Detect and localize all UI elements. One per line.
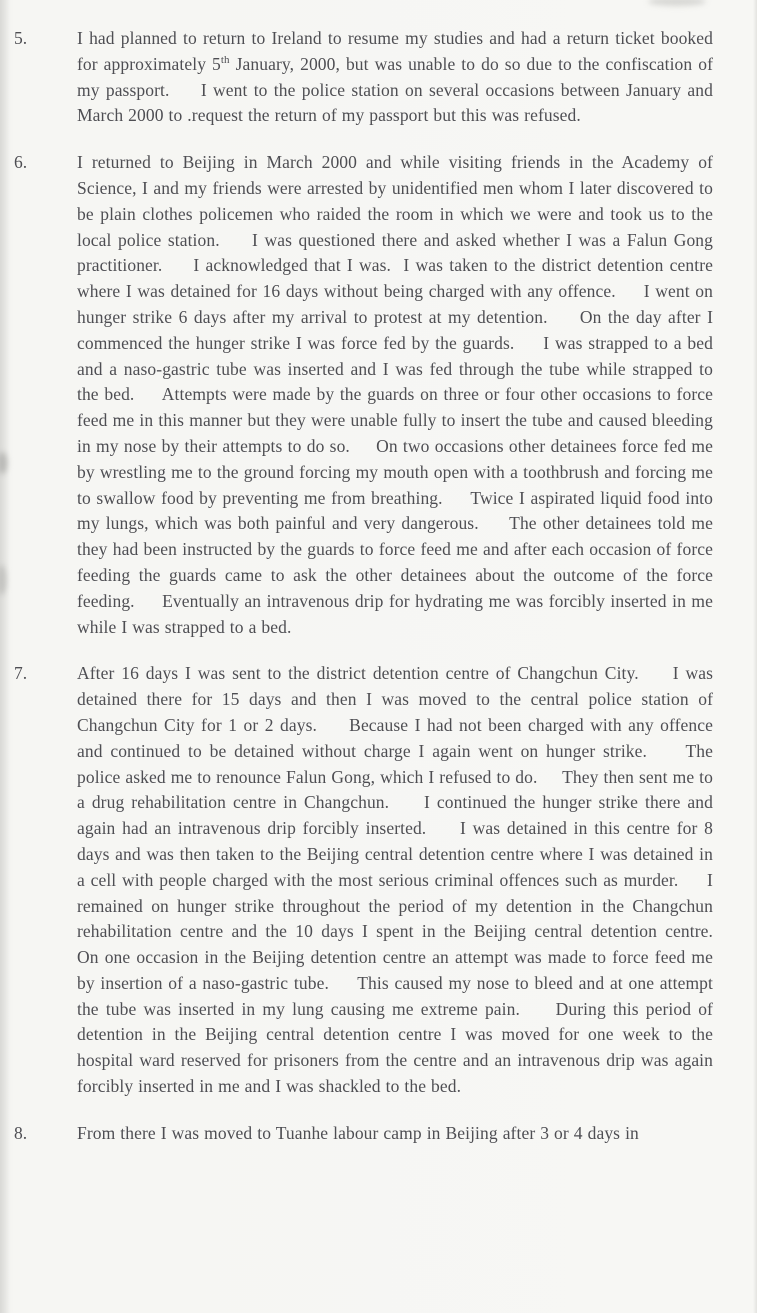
paragraph-6-text: I returned to Beijing in March 2000 and while visiting friends in the Academy of Science, I and my friends were arrested by unidentified men whom I later discovered to be plain clothes policemen who raided the room in which we were and took us to the local police station. I was questioned there and asked whether I was a Falun Gong practitioner. I acknowledged that I was. I was taken to the district detention centre where I was detained for 16 days without being charged with any offence. I went on hunger strike 6 days after my arrival to protest at my detention. On the day after I commenced the hunger strike I was force fed by the guards. I was strapped to a bed and a naso-gastric tube was inserted and I was fed through the tube while strapped to the bed. Attempts were made by the guards on three or four other occasions to force feed me in this manner but they were unable fully to insert the tube and caused bleeding in my nose by their attempts to do so. On two occasions other detainees force fed me by wrestling me to the ground forcing my mouth open with a toothbrush and forcing me to swallow food by preventing me from breathing. Twice I aspirated liquid food into my lungs, which was both painful and very dangerous. The other detainees told me they had been instructed by the guards to force feed me and after each occasion of force feeding the guards came to ask the other detainees about the outcome of the force feeding. Eventually an intravenous drip for hydrating me was forcibly inserted in me while I was strapped to a bed. — [77, 152, 718, 637]
paragraph-6 — [14, 150, 718, 640]
paragraph-7-text: After 16 days I was sent to the district detention centre of Changchun City. I was detained there for 15 days and then I was moved to the central police station of Changchun City for 1 or 2 days. Because I had not been charged with any offence and continued to be detained without charge I again went on hunger strike. The police asked me to renounce Falun Gong, which I refused to do. They then sent me to a drug rehabilitation centre in Changchun. I continued the hunger strike there and again had an intravenous drip forcibly inserted. I was detained in this centre for 8 days and was then taken to the Beijing central detention centre where I was detained in a cell with people charged with the most serious criminal offences such as murder. I remained on hunger strike throughout the period of my detention in the Changchun rehabilitation centre and the 10 days I spent in the Beijing central detention centre. On one occasion in the Beijing detention centre an attempt was made to force feed me by insertion of a naso-gastric tube. This caused my nose to bleed and at one attempt the tube was inserted in my lung causing me extreme pain. During this period of detention in the Beijing central detention centre I was moved for one week to the hospital ward reserved for prisoners from the centre and an intravenous drip was again forcibly inserted in me and I was shackled to the bed. — [77, 663, 738, 1097]
paragraph-5-text-end: January, 2000, but was unable to do so due to the confiscation of my passport. I went to the police station on several occasions between January and March 2000 to .request the return of my passport but this was refused. — [77, 53, 718, 126]
paragraph-5-text — [77, 26, 718, 129]
scan-smudge — [648, 0, 706, 6]
paragraph-5-number: 5. — [14, 28, 28, 48]
scan-edge-left — [0, 0, 10, 1313]
paragraph-8 — [14, 1121, 713, 1147]
paragraph-8-number: 8. — [14, 1122, 28, 1143]
paragraph-5 — [14, 26, 718, 129]
paragraph-5-text-start: I had planned to return to Ireland to resume my studies and had a return ticket booked for approximately 5 — [77, 28, 718, 74]
paragraph-6-number: 6. — [14, 152, 28, 173]
document-content — [14, 26, 738, 1147]
ordinal-superscript: th — [220, 53, 230, 66]
scan-mark — [0, 452, 7, 474]
scan-mark — [0, 565, 6, 595]
paragraph-7-number: 7. — [14, 663, 28, 684]
paragraph-8-text: From there I was moved to Tuanhe labour camp in Beijing after 3 or 4 days in — [77, 1122, 639, 1143]
scan-edge-right — [753, 0, 757, 1313]
paragraph-7 — [14, 661, 738, 1100]
